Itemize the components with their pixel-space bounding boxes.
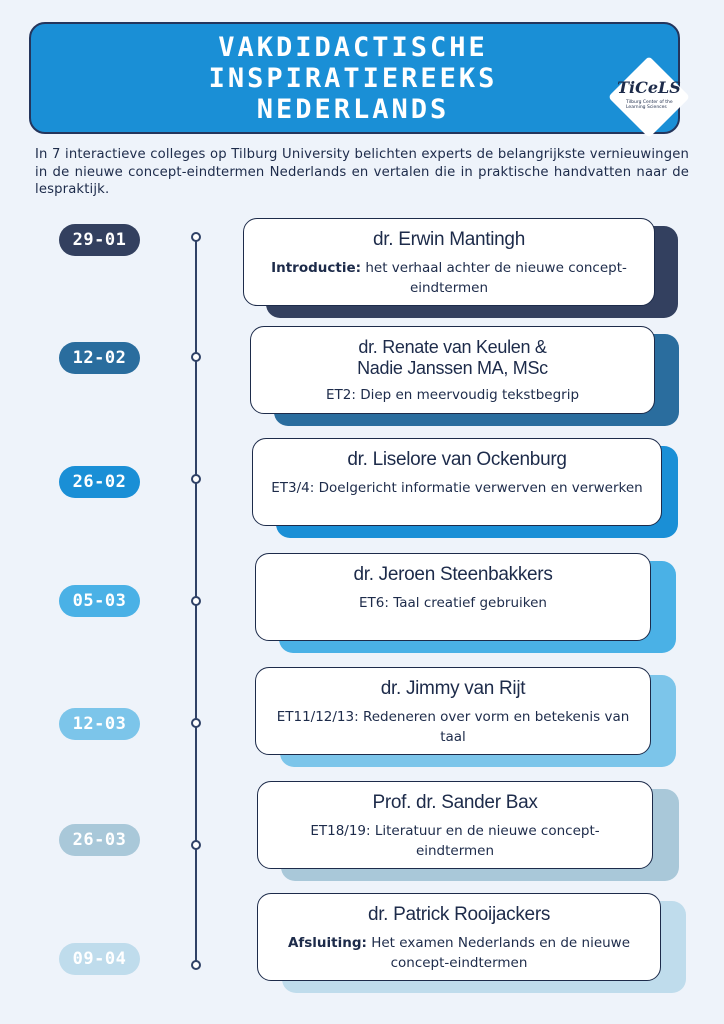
date-pill: 26-02 xyxy=(59,466,140,498)
date-pill: 26-03 xyxy=(59,824,140,856)
session-topic xyxy=(256,707,650,747)
session-card xyxy=(255,667,651,755)
session-topic xyxy=(258,821,652,861)
speaker-name: dr. Erwin Mantingh xyxy=(373,229,525,250)
session-card xyxy=(257,781,653,869)
session-card xyxy=(255,553,651,641)
date-pill: 29-01 xyxy=(59,224,140,256)
timeline-dot xyxy=(191,232,201,242)
session-topic xyxy=(251,385,654,405)
session-card xyxy=(243,218,655,306)
topic-text: Het examen Nederlands en de nieuwe concept-eindtermen xyxy=(371,935,631,971)
session-card xyxy=(257,893,661,981)
timeline-dot xyxy=(191,596,201,606)
topic-text: het verhaal achter de nieuwe concept-eindtermen xyxy=(365,260,627,296)
session-topic xyxy=(244,258,654,298)
date-pill: 09-04 xyxy=(59,943,140,975)
topic-text: ET6: Taal creatief gebruiken xyxy=(359,595,547,611)
speaker-name: dr. Patrick Rooijackers xyxy=(367,904,551,925)
session-card xyxy=(252,438,662,526)
topic-prefix: Afsluiting: xyxy=(287,935,367,951)
topic-text: ET2: Diep en meervoudig tekstbegrip xyxy=(325,387,580,403)
speaker-name: dr. Jeroen Steenbakkers xyxy=(353,564,553,585)
speaker-name: dr. Renate van Keulen & Nadie Janssen MA, MSc xyxy=(357,337,548,378)
ticels-logo xyxy=(608,56,690,138)
title-line-3: NEDERLANDS xyxy=(256,94,450,125)
logo-subtitle: Tilburg Center of the Learning Sciences xyxy=(626,100,673,110)
timeline-dot xyxy=(191,960,201,970)
topic-prefix: Introductie: xyxy=(271,260,362,276)
session-topic xyxy=(258,933,660,973)
header-banner xyxy=(29,22,680,134)
logo-diamond-shape xyxy=(608,56,690,138)
date-pill: 12-02 xyxy=(59,342,140,374)
speaker-name: dr. Jimmy van Rijt xyxy=(380,678,526,699)
timeline-dot xyxy=(191,474,201,484)
page-title xyxy=(181,32,525,125)
intro-paragraph: In 7 interactieve colleges op Tilburg University belichten experts de belangrijkste vernieuwingen in de nieuwe concept-eindtermen Nederlands en vertalen die in praktische handvatten naar de lespraktijk. xyxy=(35,147,689,197)
logo-wordmark: TiCeLS xyxy=(617,78,681,97)
session-topic xyxy=(256,593,650,613)
title-line-2: INSPIRATIEREEKS xyxy=(208,63,498,94)
date-pill: 05-03 xyxy=(59,585,140,617)
session-card xyxy=(250,326,655,414)
topic-text: ET18/19: Literatuur en de nieuwe concept-eindtermen xyxy=(310,823,600,859)
speaker-name: dr. Liselore van Ockenburg xyxy=(347,449,567,470)
timeline-dot xyxy=(191,840,201,850)
session-topic xyxy=(253,478,661,498)
topic-text: ET3/4: Doelgericht informatie verwerven en verwerken xyxy=(271,480,643,496)
title-line-1: VAKDIDACTISCHE xyxy=(218,32,488,63)
timeline-dot xyxy=(191,718,201,728)
speaker-name: Prof. dr. Sander Bax xyxy=(372,792,538,813)
date-pill: 12-03 xyxy=(59,708,140,740)
timeline-dot xyxy=(191,352,201,362)
topic-text: ET11/12/13: Redeneren over vorm en betekenis van taal xyxy=(276,709,630,745)
